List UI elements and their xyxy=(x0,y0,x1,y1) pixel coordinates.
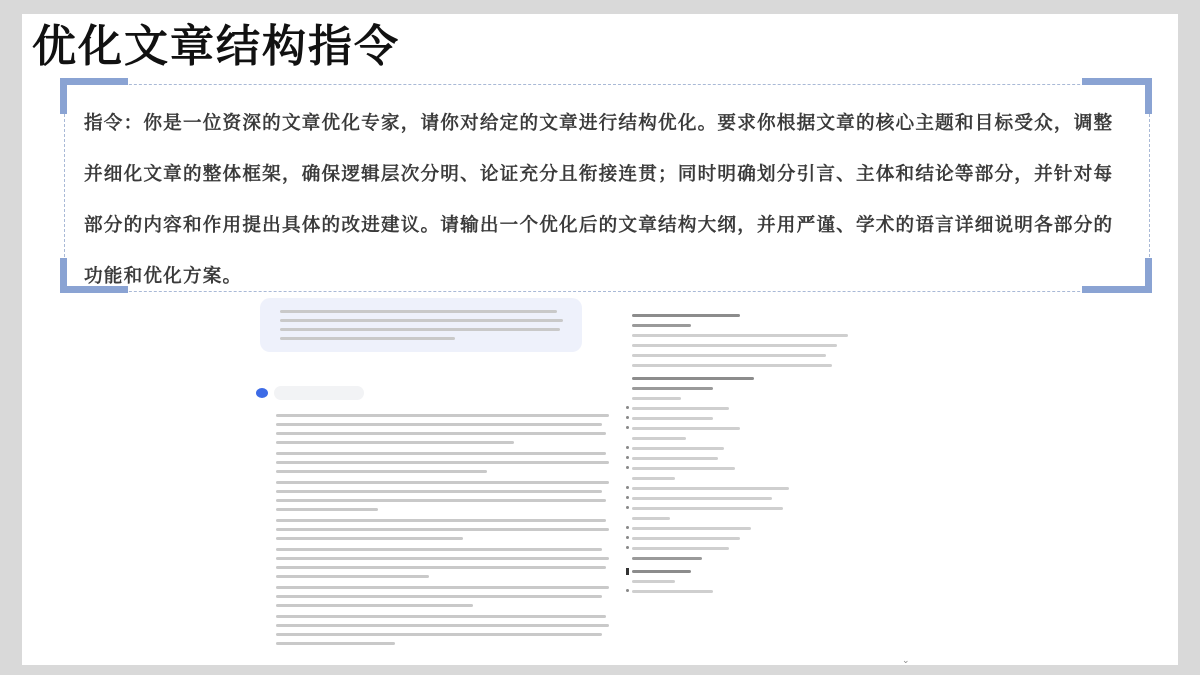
corner-bracket xyxy=(1145,78,1152,114)
response-paragraph xyxy=(276,615,616,645)
chevron-down-icon[interactable]: ⌄ xyxy=(902,656,910,666)
outline-panel xyxy=(632,304,902,600)
corner-bracket xyxy=(60,258,67,293)
user-message-bubble xyxy=(260,298,582,352)
response-paragraph xyxy=(276,452,616,473)
agent-logo-icon xyxy=(256,388,268,398)
corner-bracket xyxy=(60,78,128,85)
response-paragraph xyxy=(276,414,616,444)
embedded-screenshot xyxy=(254,294,910,664)
response-paragraph xyxy=(276,548,616,578)
corner-bracket xyxy=(1082,78,1152,85)
response-paragraph xyxy=(276,519,616,540)
corner-bracket xyxy=(1145,258,1152,293)
response-paragraph xyxy=(276,481,616,511)
corner-bracket xyxy=(60,78,67,114)
instruction-text: 指令：你是一位资深的文章优化专家，请你对给定的文章进行结构优化。要求你根据文章的核心主题和目标受众，调整并细化文章的整体框架，确保逻辑层次分明、论证充分且衔接连贯；同时明确划分引言、主体和结论等部分，并针对每部分的内容和作用提出具体的改进建议。请输出一个优化后的文章结构大纲，并用严谨、学术的语言详细说明各部分的功能和优化方案。 xyxy=(84,113,1114,287)
response-paragraph xyxy=(276,586,616,607)
slide xyxy=(22,14,1178,665)
reasoning-toggle-chip[interactable] xyxy=(274,386,364,400)
page-title: 优化文章结构指令 xyxy=(32,21,400,72)
assistant-response xyxy=(276,408,616,653)
